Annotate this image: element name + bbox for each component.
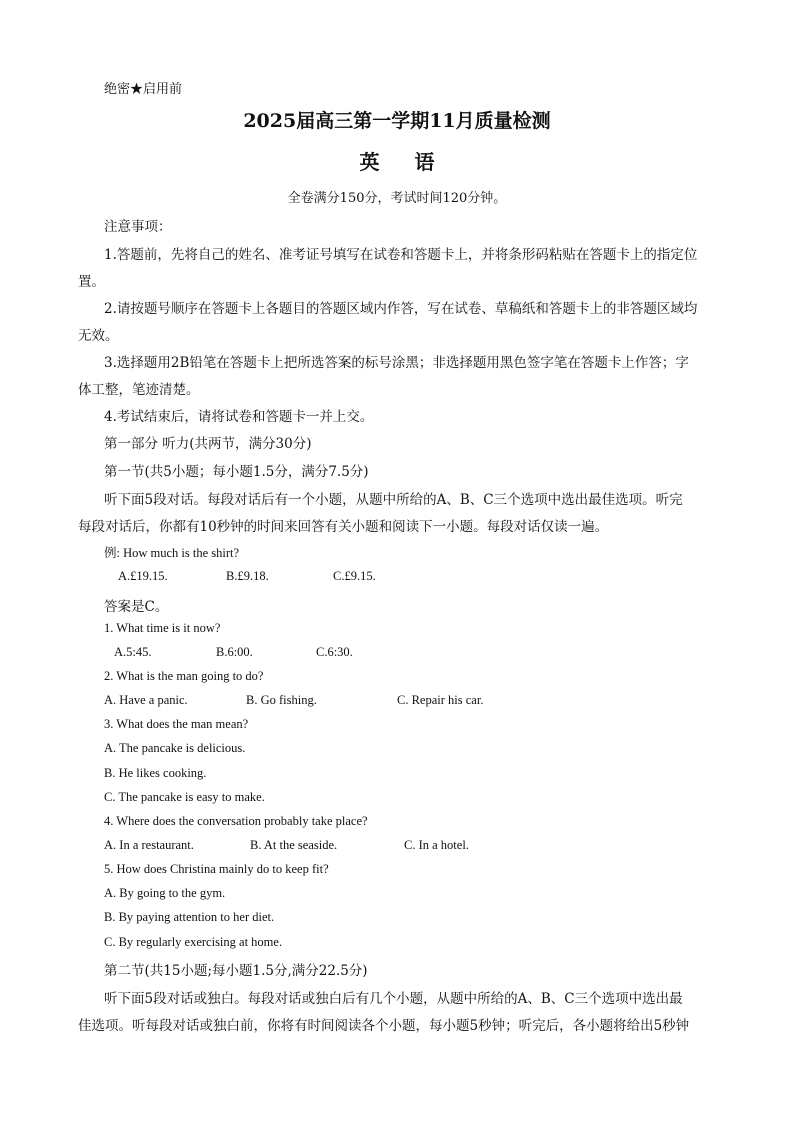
note-3-line-1: 3.选择题用2B铅笔在答题卡上把所选答案的标号涂黑；非选择题用黑色签字笔在答题卡上作答；字 bbox=[104, 355, 689, 371]
exam-title: 2025届高三第一学期11月质量检测 bbox=[243, 110, 551, 132]
question-5-option-a: A. By going to the gym. bbox=[104, 886, 226, 900]
question-4: 4. Where does the conversation probably take place? bbox=[104, 814, 368, 828]
question-2-option-c: C. Repair his car. bbox=[397, 693, 484, 707]
note-3-line-2: 体工整，笔迹清楚。 bbox=[78, 382, 200, 398]
subject-title: 英 语 bbox=[359, 150, 449, 174]
section1-instructions-line-1: 听下面5段对话。每段对话后有一个小题，从题中所给的A、B、C三个选项中选出最佳选项。听完 bbox=[104, 492, 683, 508]
question-1: 1. What time is it now? bbox=[104, 621, 221, 635]
notes-heading: 注意事项： bbox=[104, 219, 172, 235]
question-3-option-c: C. The pancake is easy to make. bbox=[104, 790, 265, 804]
exam-subtitle: 全卷满分150分，考试时间120分钟。 bbox=[287, 191, 507, 206]
question-1-option-a: A.5:45. bbox=[114, 645, 152, 659]
question-1-option-b: B.6:00. bbox=[216, 645, 253, 659]
note-1-line-2: 置。 bbox=[78, 274, 105, 290]
question-5-option-c: C. By regularly exercising at home. bbox=[104, 935, 283, 949]
note-2-line-2: 无效。 bbox=[78, 328, 119, 344]
note-2-line-1: 2.请按题号顺序在答题卡上各题目的答题区域内作答，写在试卷、草稿纸和答题卡上的非答题区域均 bbox=[104, 301, 698, 317]
example-answer: 答案是C。 bbox=[104, 599, 169, 615]
question-4-option-b: B. At the seaside. bbox=[250, 838, 338, 852]
question-5-option-b: B. By paying attention to her diet. bbox=[104, 910, 275, 924]
question-3: 3. What does the man mean? bbox=[104, 717, 249, 731]
section2-instructions-line-2: 佳选项。听每段对话或独白前，你将有时间阅读各个小题，每小题5秒钟；听完后，各小题将给出5秒钟 bbox=[78, 1018, 690, 1034]
example-question: 例: How much is the shirt? bbox=[104, 546, 240, 560]
note-1-line-1: 1.答题前，先将自己的姓名、准考证号填写在试卷和答题卡上，并将条形码粘贴在答题卡上的指定位 bbox=[104, 247, 698, 263]
question-2-option-b: B. Go fishing. bbox=[246, 693, 317, 707]
section1-instructions-line-2: 每段对话后，你都有10秒钟的时间来回答有关小题和阅读下一小题。每段对话仅读一遍。 bbox=[78, 519, 609, 535]
question-3-option-b: B. He likes cooking. bbox=[104, 766, 207, 780]
question-3-option-a: A. The pancake is delicious. bbox=[104, 741, 246, 755]
note-4: 4.考试结束后，请将试卷和答题卡一并上交。 bbox=[104, 409, 374, 425]
question-1-option-c: C.6:30. bbox=[316, 645, 353, 659]
question-4-option-c: C. In a hotel. bbox=[404, 838, 469, 852]
example-option-c: C.£9.15. bbox=[333, 569, 376, 583]
example-option-b: B.£9.18. bbox=[226, 569, 269, 583]
question-2-option-a: A. Have a panic. bbox=[104, 693, 188, 707]
part1-heading: 第一部分 听力(共两节，满分30分) bbox=[104, 436, 312, 452]
confidential-label: 绝密★启用前 bbox=[104, 82, 183, 97]
question-2: 2. What is the man going to do? bbox=[104, 669, 264, 683]
example-option-a: A.£19.15. bbox=[118, 569, 168, 583]
section2-instructions-line-1: 听下面5段对话或独白。每段对话或独白后有几个小题，从题中所给的A、B、C三个选项中选出最 bbox=[104, 991, 683, 1007]
question-5: 5. How does Christina mainly do to keep fit? bbox=[104, 862, 329, 876]
section1-heading: 第一节(共5小题；每小题1.5分，满分7.5分) bbox=[104, 464, 369, 480]
section2-heading: 第二节(共15小题;每小题1.5分,满分22.5分) bbox=[104, 963, 368, 979]
question-4-option-a: A. In a restaurant. bbox=[104, 838, 194, 852]
